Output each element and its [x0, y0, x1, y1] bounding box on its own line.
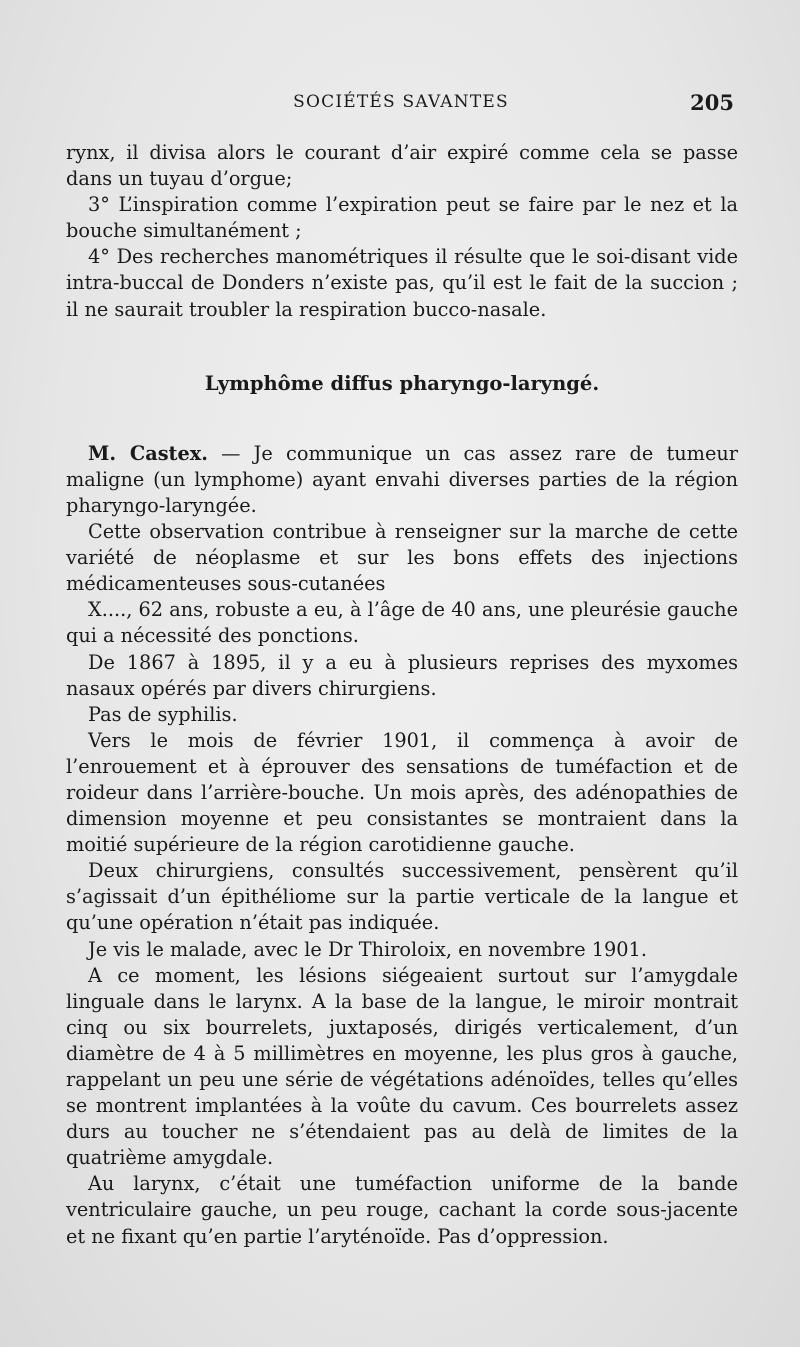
paragraph: Vers le mois de février 1901, il commença à avoir de l’enrouement et à éprouver des sensations de tuméfaction et de roideur dans l’arrière-bouche. Un mois après, des adénopathies de dimension moyenne et peu consistantes se montraient dans la moitié supérieure de la région carotidienne gauche.: [66, 728, 738, 857]
paragraph-text: — Je communique un cas assez rare de tumeur maligne (un lymphome) ayant envahi diverses parties de la région pharyngo-laryngée.: [66, 441, 738, 517]
paragraph: Pas de syphilis.: [88, 702, 238, 726]
paragraph: Je vis le malade, avec le Dr Thiroloix, en novembre 1901.: [88, 937, 647, 961]
paragraph: Deux chirurgiens, consultés successivement, pensèrent qu’il s’agissait d’un épithéliome sur la partie verticale de la langue et qu’une opération n’était pas indiquée.: [66, 859, 738, 935]
body-text: [66, 140, 738, 1250]
paragraph: rynx, il divisa alors le courant d’air expiré comme cela se passe dans un tuyau d’orgue;: [66, 141, 738, 191]
paragraph: 4° Des recherches manométriques il résulte que le soi-disant vide intra-buccal de Donders n’existe pas, qu’il est le fait de la succion ; il ne saurait troubler la respiration bucco-nasale.: [66, 245, 738, 321]
speaker-name: M. Castex.: [88, 441, 208, 465]
paragraph: [66, 441, 738, 519]
paragraph: X...., 62 ans, robuste a eu, à l’âge de 40 ans, une pleurésie gauche qui a nécessité des ponctions.: [66, 598, 738, 648]
paragraph: Cette observation contribue à renseigner sur la marche de cette variété de néoplasme et sur les bons effets des injections médicamenteuses sous-cutanées: [66, 520, 738, 596]
page-header: [66, 92, 736, 122]
paragraph: A ce moment, les lésions siégeaient surtout sur l’amygdale linguale dans le larynx. A la base de la langue, le miroir montrait cinq ou six bourrelets, juxtaposés, dirigés verticalement, d’un diamètre de 4 à 5 millimètres en moyenne, les plus gros à gauche, rappelant un peu une série de végétations adénoïdes, telles qu’elles se montrent implantées à la voûte du cavum. Ces bourrelets assez durs au toucher ne s’étendaient pas au delà de limites de la quatrième amygdale.: [66, 963, 738, 1170]
paragraph: 3° L’inspiration comme l’expiration peut se faire par le nez et la bouche simultanément ;: [66, 193, 738, 243]
paragraph: Au larynx, c’était une tuméfaction uniforme de la bande ventriculaire gauche, un peu rouge, cachant la corde sous-jacente et ne fixant qu’en partie l’aryténoïde. Pas d’oppression.: [66, 1172, 738, 1248]
page-number: 205: [690, 90, 734, 115]
running-title: SOCIÉTÉS SAVANTES: [293, 92, 509, 112]
paragraph: De 1867 à 1895, il y a eu à plusieurs reprises des myxomes nasaux opérés par divers chirurgiens.: [66, 650, 738, 700]
section-title: Lymphôme diffus pharyngo-laryngé.: [204, 371, 600, 395]
